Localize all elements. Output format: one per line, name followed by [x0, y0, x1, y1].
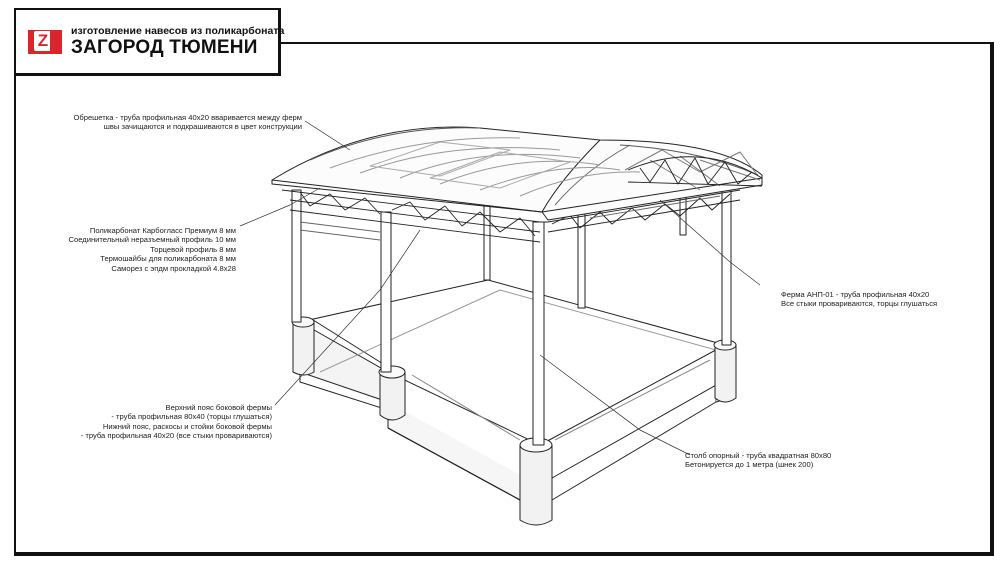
note-line: Столб опорный - труба квадратная 80х80: [685, 451, 832, 460]
note-polycarbonate: [60, 226, 236, 273]
pedestal: [520, 438, 552, 525]
note-lathing: [40, 113, 302, 132]
note-truss: [781, 290, 937, 309]
note-line: Все стыки провариваются, торцы глушаться: [781, 299, 938, 309]
note-line: Термошайбы для поликарбоната 8 мм: [100, 254, 236, 264]
logo-z-icon: Z: [34, 31, 52, 51]
foundation: [300, 280, 735, 500]
pedestal: [714, 340, 736, 402]
note-line: Саморез с эпдм прокладкой 4.8х28: [111, 263, 236, 273]
note-line: Поликарбонат Карбогласс Премиум 8 мм: [89, 226, 236, 235]
note-line: Обрешетка - труба профильная 40х20 вваривается между ферм: [73, 113, 302, 122]
note-line: швы зачищаются и подкрашиваются в цвет конструкции: [103, 122, 302, 132]
note-post: [685, 451, 831, 470]
logo-name: ЗАГОРОД ТЮМЕНИ: [71, 37, 258, 58]
pedestal: [379, 366, 405, 420]
logo-mark: [28, 30, 62, 54]
note-line: - труба профильная 40х20 (все стыки провариваются): [80, 431, 272, 441]
note-line: Бетонируется до 1 метра (шнек 200): [685, 460, 814, 470]
logo-tagline: изготовление навесов из поликарбоната: [71, 25, 285, 37]
note-line: Верхний пояс боковой фермы: [165, 403, 272, 412]
note-line: Торцевой профиль 8 мм: [150, 244, 236, 254]
posts: [292, 188, 731, 445]
note-line: - труба профильная 80х40 (торцы глушаться): [111, 412, 272, 422]
note-line: Нижний пояс, раскосы и стойки боковой фермы: [102, 421, 272, 431]
note-line: Соединительный неразъемный профиль 10 мм: [68, 235, 236, 245]
note-line: Ферма АНП-01 - труба профильная 40х20: [781, 290, 930, 299]
note-side-truss: [40, 403, 272, 441]
roof: [272, 127, 762, 220]
